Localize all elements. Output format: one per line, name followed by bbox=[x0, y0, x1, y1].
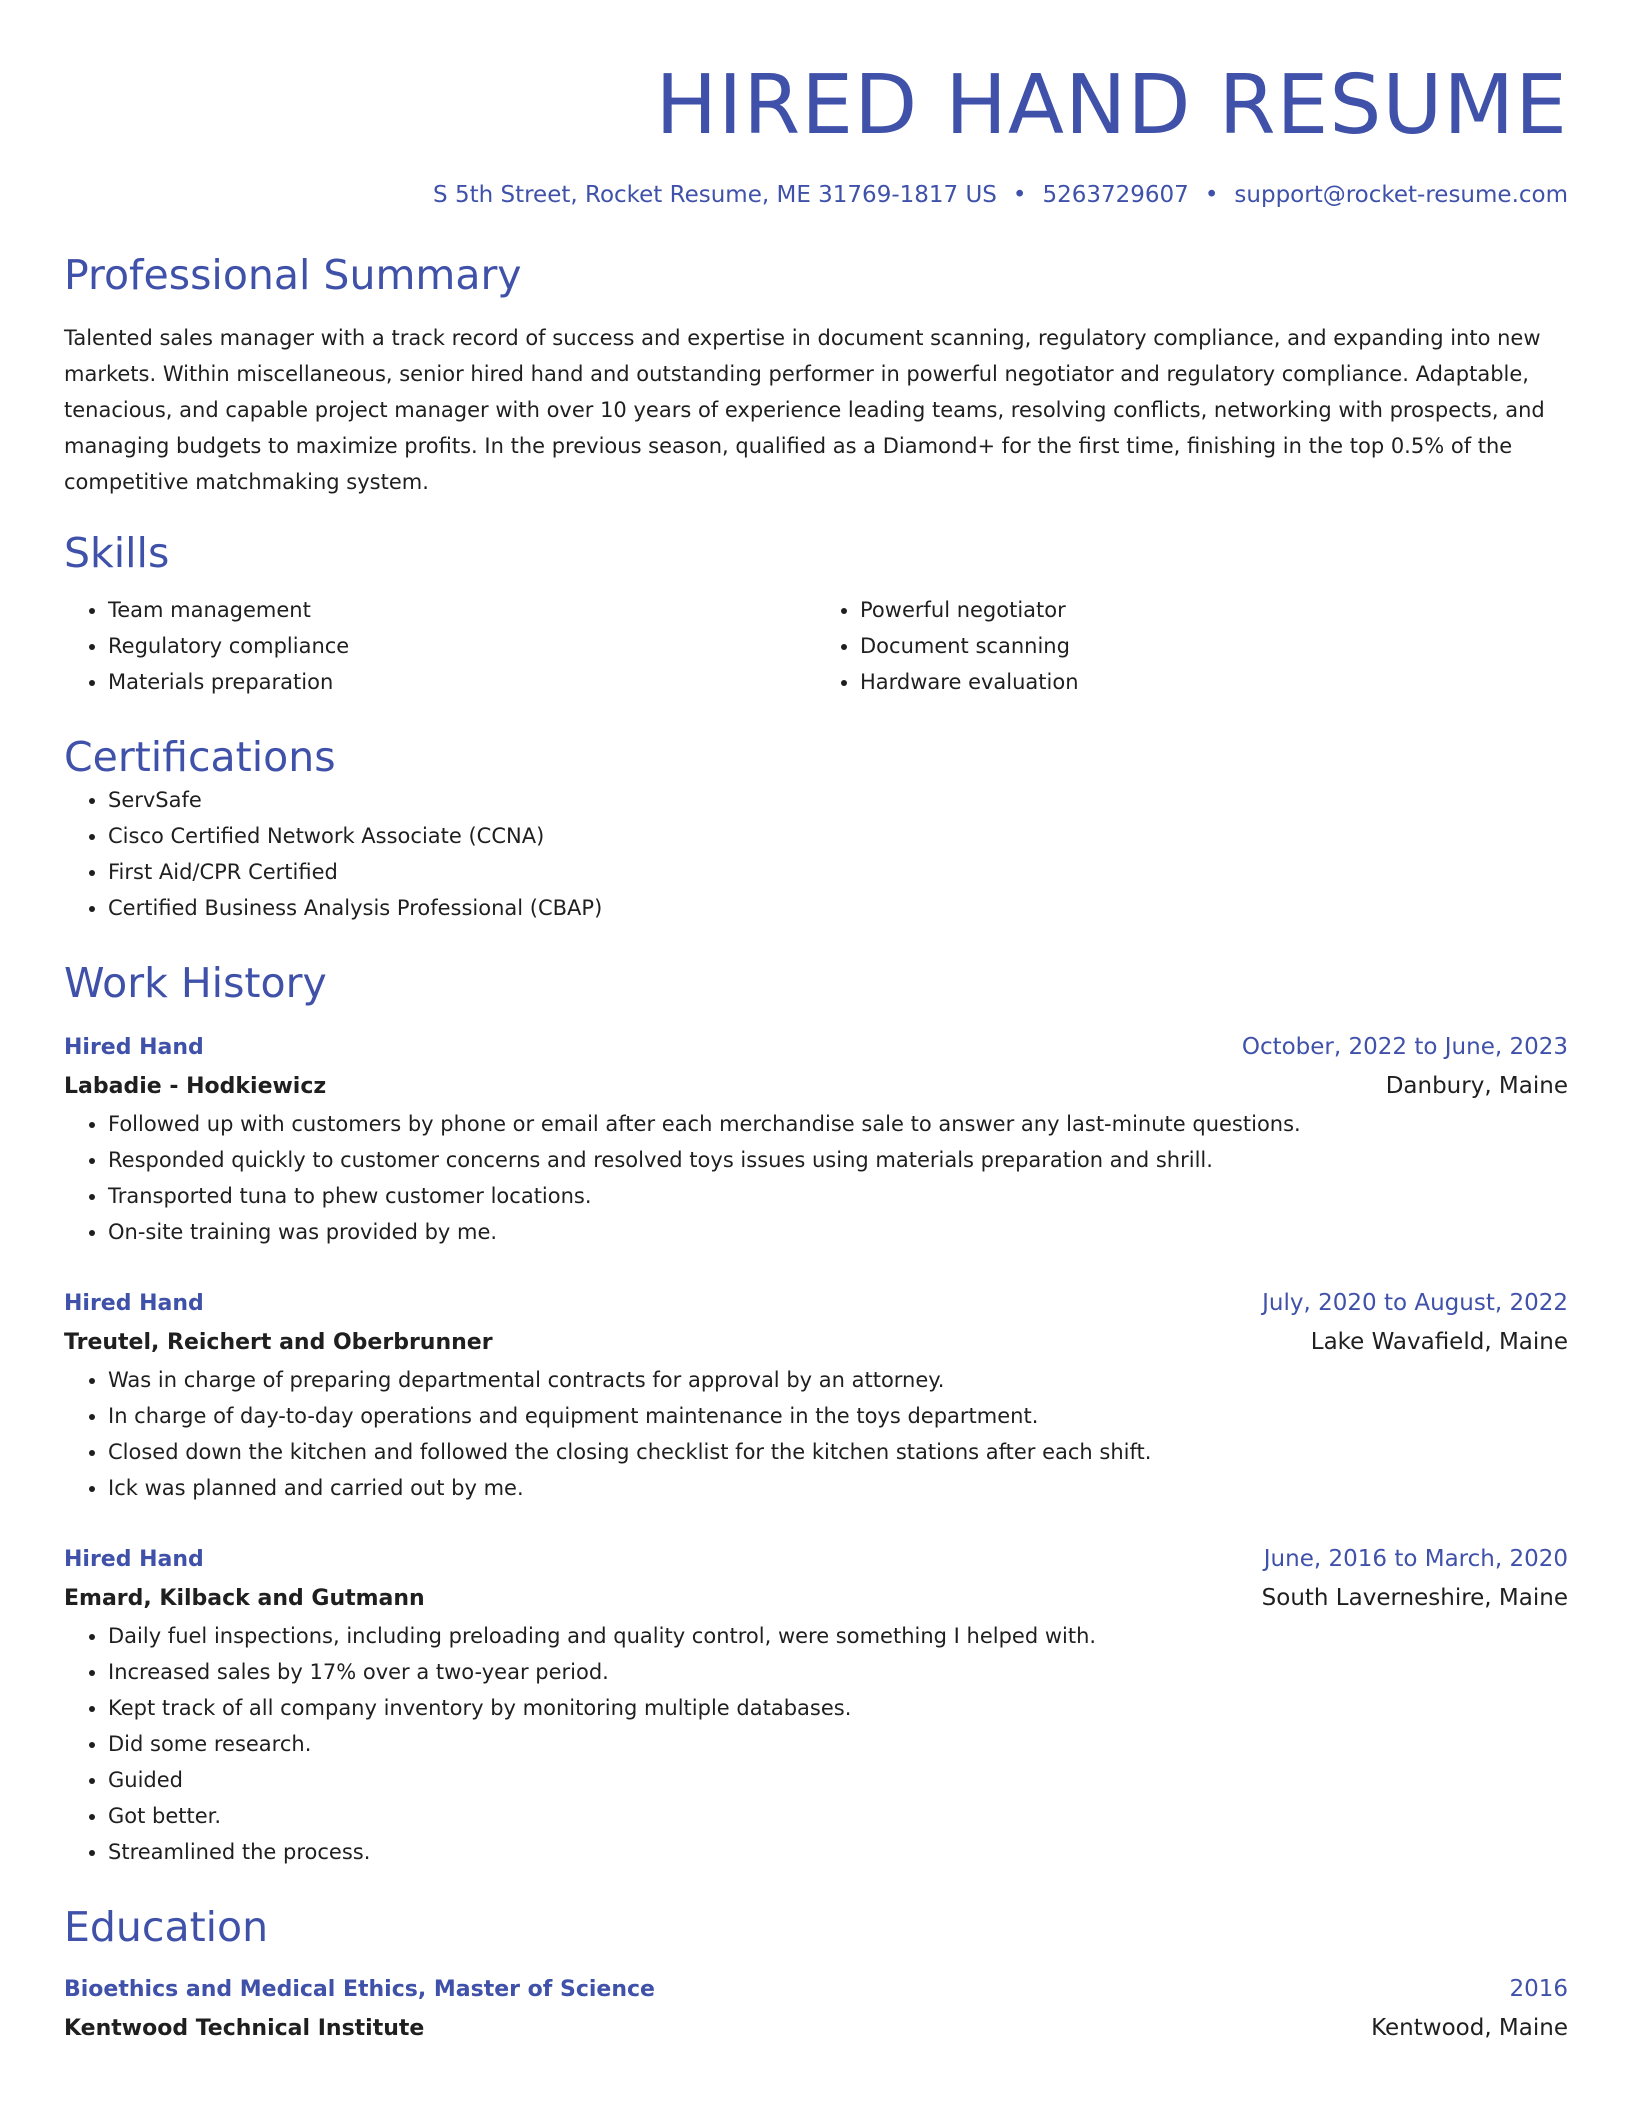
job-location: Danbury, Maine bbox=[1385, 1073, 1568, 1099]
job-duty: • Guided bbox=[108, 1762, 1568, 1798]
job-title: Hired Hand bbox=[64, 1035, 204, 1060]
education-year: 2016 bbox=[1509, 1976, 1568, 2002]
job-header-row bbox=[64, 1284, 1568, 1323]
contact-address: S 5th Street, Rocket Resume, ME 31769-1817 US bbox=[433, 182, 997, 208]
job-entry bbox=[64, 1284, 1568, 1506]
job-dates: October, 2022 to June, 2023 bbox=[1241, 1034, 1568, 1060]
skill-item: • Document scanning bbox=[860, 628, 1568, 664]
resume-page bbox=[64, 0, 1568, 2048]
job-duty: • Ick was planned and carried out by me. bbox=[108, 1470, 1568, 1506]
education-entry bbox=[64, 1970, 1568, 2048]
job-company: Emard, Kilback and Gutmann bbox=[64, 1586, 425, 1611]
skill-item: • Materials preparation bbox=[108, 664, 816, 700]
skills-heading: Skills bbox=[64, 529, 170, 577]
job-duty: • Transported tuna to phew customer locations. bbox=[108, 1178, 1568, 1214]
job-duty: • Daily fuel inspections, including preloading and quality control, were something I helped with. bbox=[108, 1618, 1568, 1654]
education-school-row bbox=[64, 2009, 1568, 2048]
summary-text: Talented sales manager with a track record of success and expertise in document scanning, regulatory compliance, and expanding into new markets. Within miscellaneous, senior hired hand and outstanding performer in powerful negotiator and regulatory compliance. Adaptable, tenacious, and capable project manager with over 10 years of experience leading teams, resolving conflicts, networking with prospects, and managing budgets to maximize profits. In the previous season, qualified as a Diamond+ for the first time, finishing in the top 0.5% of the competitive matchmaking system. bbox=[64, 326, 1545, 494]
skill-item: • Team management bbox=[108, 592, 816, 628]
education-heading: Education bbox=[64, 1903, 269, 1951]
job-dates: July, 2020 to August, 2022 bbox=[1262, 1290, 1568, 1316]
job-duty: • Increased sales by 17% over a two-year period. bbox=[108, 1654, 1568, 1690]
job-title: Hired Hand bbox=[64, 1547, 204, 1572]
job-duties-list bbox=[64, 1618, 1568, 1870]
contact-phone: 5263729607 bbox=[1042, 182, 1189, 208]
resume-name: HIRED HAND RESUME bbox=[655, 58, 1568, 153]
certifications-list bbox=[64, 782, 1568, 926]
work-history-heading: Work History bbox=[64, 959, 327, 1007]
job-location: South Laverneshire, Maine bbox=[1261, 1585, 1568, 1611]
education-header-row bbox=[64, 1970, 1568, 2009]
certification-item: • First Aid/CPR Certified bbox=[108, 854, 1568, 890]
job-duty: • Responded quickly to customer concerns and resolved toys issues using materials preparation and shrill. bbox=[108, 1142, 1568, 1178]
job-duties-list bbox=[64, 1362, 1568, 1506]
skills-list-right bbox=[816, 592, 1568, 700]
education-location: Kentwood, Maine bbox=[1371, 2015, 1568, 2041]
education-school: Kentwood Technical Institute bbox=[64, 2016, 425, 2041]
job-title: Hired Hand bbox=[64, 1291, 204, 1316]
job-duty: • Streamlined the process. bbox=[108, 1834, 1568, 1870]
job-duty: • Was in charge of preparing departmental contracts for approval by an attorney. bbox=[108, 1362, 1568, 1398]
job-entry bbox=[64, 1540, 1568, 1870]
job-header-row bbox=[64, 1540, 1568, 1579]
certification-item: • ServSafe bbox=[108, 782, 1568, 818]
contact-email: support@rocket-resume.com bbox=[1234, 182, 1568, 208]
skill-item: • Powerful negotiator bbox=[860, 592, 1568, 628]
job-duty: • Got better. bbox=[108, 1798, 1568, 1834]
job-duty: • In charge of day-to-day operations and equipment maintenance in the toys department. bbox=[108, 1398, 1568, 1434]
skills-grid bbox=[64, 592, 1568, 700]
job-company: Labadie - Hodkiewicz bbox=[64, 1074, 327, 1099]
certification-item: • Cisco Certified Network Associate (CCNA) bbox=[108, 818, 1568, 854]
job-duty: • Did some research. bbox=[108, 1726, 1568, 1762]
certification-item: • Certified Business Analysis Professional (CBAP) bbox=[108, 890, 1568, 926]
summary-heading: Professional Summary bbox=[64, 251, 522, 299]
skill-item: • Regulatory compliance bbox=[108, 628, 816, 664]
skill-item: • Hardware evaluation bbox=[860, 664, 1568, 700]
job-duty: • Closed down the kitchen and followed the closing checklist for the kitchen stations after each shift. bbox=[108, 1434, 1568, 1470]
job-location: Lake Wavafield, Maine bbox=[1310, 1329, 1568, 1355]
job-company-row bbox=[64, 1323, 1568, 1362]
job-duty: • Followed up with customers by phone or email after each merchandise sale to answer any last-minute questions. bbox=[108, 1106, 1568, 1142]
job-company-row bbox=[64, 1579, 1568, 1618]
contact-separator: • bbox=[1204, 182, 1219, 208]
job-duty: • Kept track of all company inventory by monitoring multiple databases. bbox=[108, 1690, 1568, 1726]
job-company-row bbox=[64, 1067, 1568, 1106]
contact-separator: • bbox=[1012, 182, 1027, 208]
job-duties-list bbox=[64, 1106, 1568, 1250]
job-company: Treutel, Reichert and Oberbrunner bbox=[64, 1330, 493, 1355]
job-entry bbox=[64, 1028, 1568, 1250]
job-dates: June, 2016 to March, 2020 bbox=[1263, 1546, 1568, 1572]
contact-line bbox=[64, 180, 1568, 210]
education-degree: Bioethics and Medical Ethics, Master of Science bbox=[64, 1977, 655, 2002]
certifications-heading: Certifications bbox=[64, 733, 336, 781]
job-header-row bbox=[64, 1028, 1568, 1067]
job-duty: • On-site training was provided by me. bbox=[108, 1214, 1568, 1250]
skills-list-left bbox=[64, 592, 816, 700]
